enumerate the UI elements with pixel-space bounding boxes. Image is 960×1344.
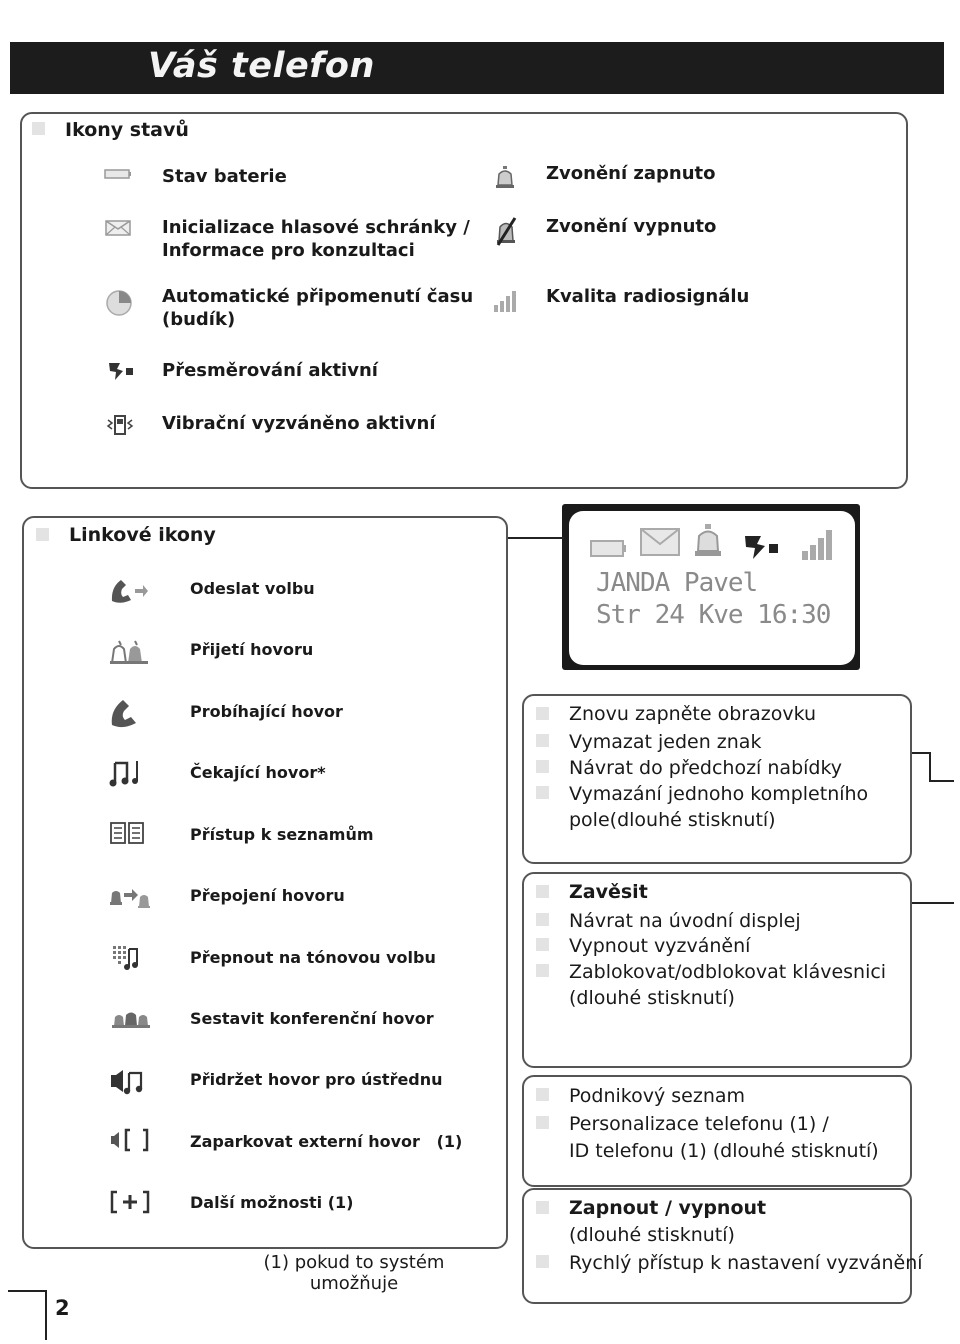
status-label: Přesměrování aktivní (162, 360, 378, 381)
key-function: (dlouhé stisknutí) (569, 1224, 735, 1246)
bullet-square (36, 528, 49, 541)
bullet-square (536, 885, 549, 898)
bullet-square (536, 964, 549, 977)
bullet-square (536, 1201, 549, 1214)
key-function: Podnikový seznam (569, 1085, 746, 1107)
connector-line (508, 537, 564, 539)
battery-icon (104, 167, 132, 181)
key-function: Vymazání jednoho kompletního (569, 783, 869, 805)
status-label: Automatické připomenutí času (budík) (162, 286, 474, 330)
music-note-icon (108, 758, 142, 788)
page-corner-line (8, 1290, 46, 1292)
bell-icon (494, 164, 516, 192)
line-label: Přijetí hovoru (190, 640, 314, 659)
footnote: (1) pokud to systém umožňuje (263, 1252, 445, 1294)
status-label: Kvalita radiosignálu (546, 286, 750, 307)
page-corner-line (45, 1290, 47, 1340)
bullet-square (536, 1255, 549, 1268)
connector-line (912, 752, 930, 754)
battery-icon (588, 534, 628, 562)
dtmf-icon (108, 942, 142, 972)
key-function: pole(dlouhé stisknutí) (569, 809, 776, 831)
connector-line (929, 780, 954, 782)
key-function: Znovu zapněte obrazovku (569, 703, 817, 725)
directory-icon (108, 820, 146, 846)
line-label: Přepojení hovoru (190, 886, 345, 905)
line-label: Zaparkovat externí hovor (1) (190, 1132, 463, 1151)
status-label: Stav baterie (162, 166, 287, 187)
bullet-square (536, 734, 549, 747)
key-function: Návrat na úvodní displej (569, 910, 801, 932)
envelope-icon (104, 218, 132, 238)
line-label: Sestavit konferenční hovor (190, 1009, 434, 1028)
dial-send-icon (108, 576, 150, 606)
key-function: ID telefonu (1) (dlouhé stisknutí) (569, 1140, 879, 1162)
status-label: Zvonění zapnuto (546, 163, 716, 184)
line-label: Probíhající hovor (190, 702, 343, 721)
bullet-square (536, 913, 549, 926)
status-icons-title: Ikony stavů (65, 119, 189, 141)
signal-icon (800, 526, 836, 562)
hold-icon (108, 1066, 148, 1096)
bullet-square (32, 122, 45, 135)
bullet-square (536, 707, 549, 720)
bell-icon (692, 522, 724, 560)
line-label: Přístup k seznamům (190, 825, 374, 844)
status-label: Inicializace hlasové schránky / Informace pro konzultaci (162, 217, 470, 261)
bullet-square (536, 786, 549, 799)
bullet-square (536, 1088, 549, 1101)
park-icon (108, 1126, 150, 1154)
line-label: Přidržet hovor pro ústřednu (190, 1070, 443, 1089)
page-title: Váš telefon (148, 46, 375, 86)
page-number: 2 (55, 1296, 70, 1320)
bell-off-icon (494, 214, 518, 248)
lcd-date-line: Str 24 Kve 16:30 (596, 600, 831, 630)
key-function: Návrat do předchozí nabídky (569, 757, 843, 779)
call-forward-icon (742, 532, 780, 562)
line-label: Přepnout na tónovou volbu (190, 948, 436, 967)
envelope-icon (638, 526, 682, 558)
line-label: Čekající hovor* (190, 763, 326, 782)
key-function: Personalizace telefonu (1) / (569, 1113, 829, 1135)
line-label: Další možnosti (1) (190, 1193, 354, 1212)
signal-icon (492, 288, 520, 314)
call-forward-icon (106, 360, 136, 382)
status-label: Zvonění vypnuto (546, 216, 717, 237)
key-function: (dlouhé stisknutí) (569, 987, 735, 1009)
line-icons-title: Linkové ikony (69, 524, 216, 546)
connector-line (929, 752, 931, 782)
key-function: Zablokovat/odblokovat klávesnici (569, 961, 887, 983)
lcd-name-line: JANDA Pavel (596, 568, 758, 598)
more-options-icon (108, 1188, 152, 1216)
bullet-square (536, 760, 549, 773)
vibrate-icon (104, 413, 136, 437)
incoming-call-icon (108, 638, 150, 666)
key-function: Rychlý přístup k nastavení vyzvánění (569, 1252, 923, 1274)
active-call-icon (108, 697, 140, 729)
bullet-square (536, 938, 549, 951)
key-function: Vypnout vyzvánění (569, 935, 751, 957)
key-function: Zavěsit (569, 881, 648, 903)
bullet-square (536, 1116, 549, 1129)
line-label: Odeslat volbu (190, 579, 315, 598)
clock-icon (104, 288, 134, 318)
key-function: Zapnout / vypnout (569, 1197, 767, 1219)
transfer-icon (108, 880, 152, 910)
connector-line (912, 902, 954, 904)
status-label: Vibrační vyzváněno aktivní (162, 413, 436, 434)
key-function: Vymazat jeden znak (569, 731, 762, 753)
conference-icon (110, 1004, 152, 1032)
